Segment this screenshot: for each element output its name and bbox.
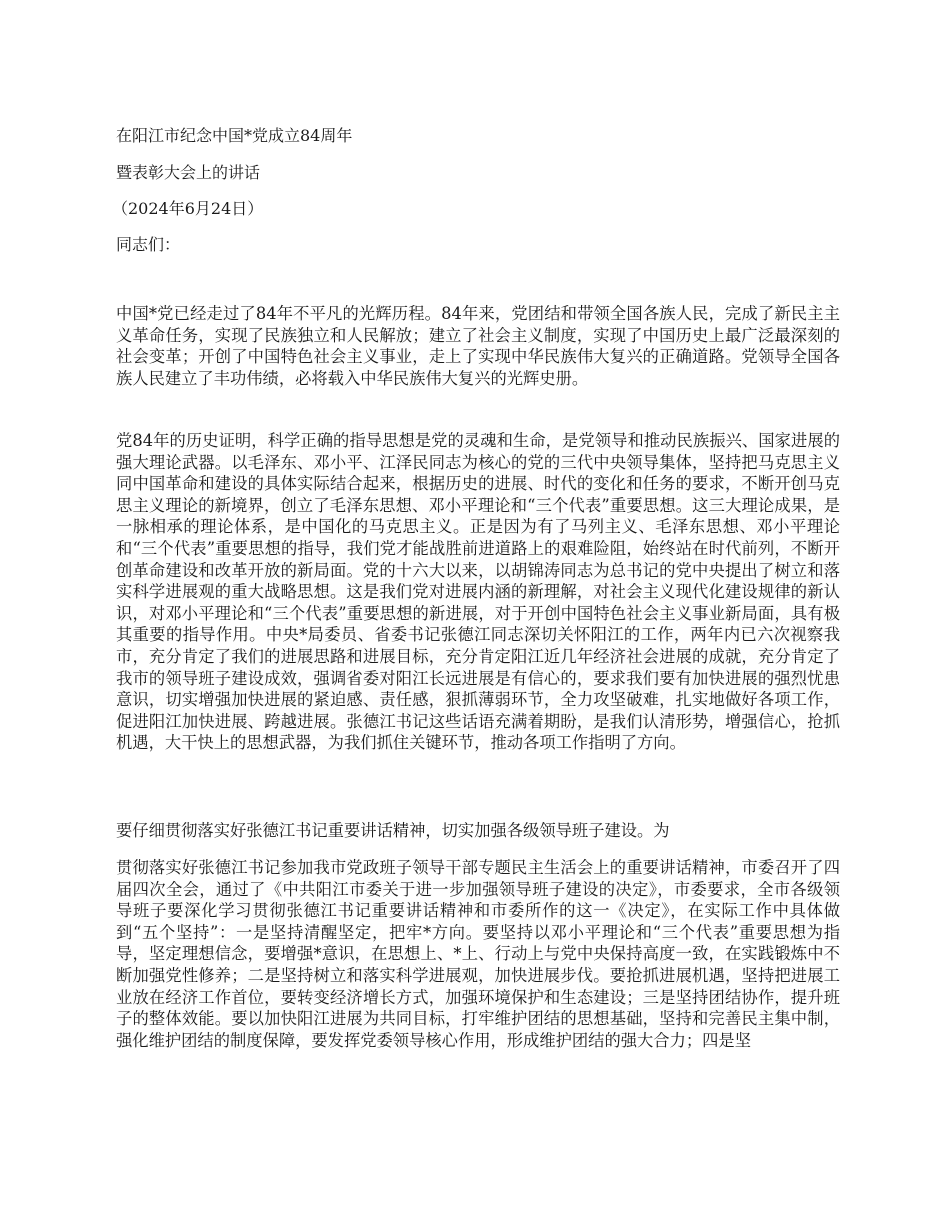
salutation: 同志们：: [116, 235, 181, 254]
paragraph-3: 要仔细贯彻落实好张德江书记重要讲话精神，切实加强各级领导班子建设。为: [116, 821, 670, 840]
paragraph-2: 党84年的历史证明，科学正确的指导思想是党的灵魂和生命，是党领导和推动民族振兴、国家进展的强大理论武器。以毛泽东、邓小平、江泽民同志为核心的党的三代中央领导集体，坚持把马克思主义同中国革命和建设的具体实际结合起来，根据历史的进展、时代的变化和任务的要求，不断开创马克思主义理论的新境界，创立了毛泽东思想、邓小平理论和“三个代表”重要思想。这三大理论成果，是一脉相承的理论体系，是中国化的马克思主义。正是因为有了马列主义、毛泽东思想、邓小平理论和“三个代表”重要思想的指导，我们党才能战胜前进道路上的艰难险阻，始终站在时代前列，不断开创革命建设和改革开放的新局面。党的十六大以来，以胡锦涛同志为总书记的党中央提出了树立和落实科学进展观的重大战略思想。这是我们党对进展内涵的新理解，对社会主义现代化建设规律的新认识，对邓小平理论和“三个代表”重要思想的新进展，对于开创中国特色社会主义事业新局面，具有极其重要的指导作用。中央*局委员、省委书记张德江同志深切关怀阳江的工作，两年内已六次视察我市，充分肯定了我们的进展思路和进展目标，充分肯定阳江近几年经济社会进展的成就，充分肯定了我市的领导班子建设成效，强调省委对阳江长远进展是有信心的，要求我们要有加快进展的强烈忧患意识，切实增强加快进展的紧迫感、责任感，狠抓薄弱环节，全力攻坚破难，扎实地做好各项工作，促进阳江加快进展、跨越进展。张德江书记这些话语充满着期盼，是我们认清形势，增强信心，抢抓机遇，大干快上的思想武器，为我们抓住关键环节，推动各项工作指明了方向。: [116, 431, 840, 753]
paragraph-4: 贯彻落实好张德江书记参加我市党政班子领导干部专题民主生活会上的重要讲话精神，市委召开了四届四次全会，通过了《中共阳江市委关于进一步加强领导班子建设的决定》，市委要求，全市各级领导班子要深化学习贯彻张德江书记重要讲话精神和市委所作的这一《决定》，在实际工作中具体做到“五个坚持”：一是坚持清醒坚定，把牢*方向。要坚持以邓小平理论和“三个代表”重要思想为指导，坚定理想信念，要增强*意识，在思想上、*上、行动上与党中央保持高度一致，在实践锻炼中不断加强党性修养；二是坚持树立和落实科学进展观，加快进展步伐。要抢抓进展机遇，坚持把进展工业放在经济工作首位，要转变经济增长方式，加强环境保护和生态建设；三是坚持团结协作，提升班子的整体效能。要以加快阳江进展为共同目标，打牢维护团结的思想基础，坚持和完善民主集中制，强化维护团结的制度保障，要发挥党委领导核心作用，形成维护团结的强大合力；四是坚: [116, 858, 840, 1050]
document-date: （2024年6月24日）: [112, 199, 264, 218]
document-title-line-1: 在阳江市纪念中国*党成立84周年: [116, 126, 353, 145]
document-title-line-2: 暨表彰大会上的讲话: [116, 163, 261, 182]
paragraph-1: 中国*党已经走过了84年不平凡的光辉历程。84年来，党团结和带领全国各族人民，完成了新民主主义革命任务，实现了民族独立和人民解放；建立了社会主义制度，实现了中国历史上最广泛最深刻的社会变革；开创了中国特色社会主义事业，走上了实现中华民族伟大复兴的正确道路。党领导全国各族人民建立了丰功伟绩，必将载入中华民族伟大复兴的光辉史册。: [116, 304, 840, 388]
